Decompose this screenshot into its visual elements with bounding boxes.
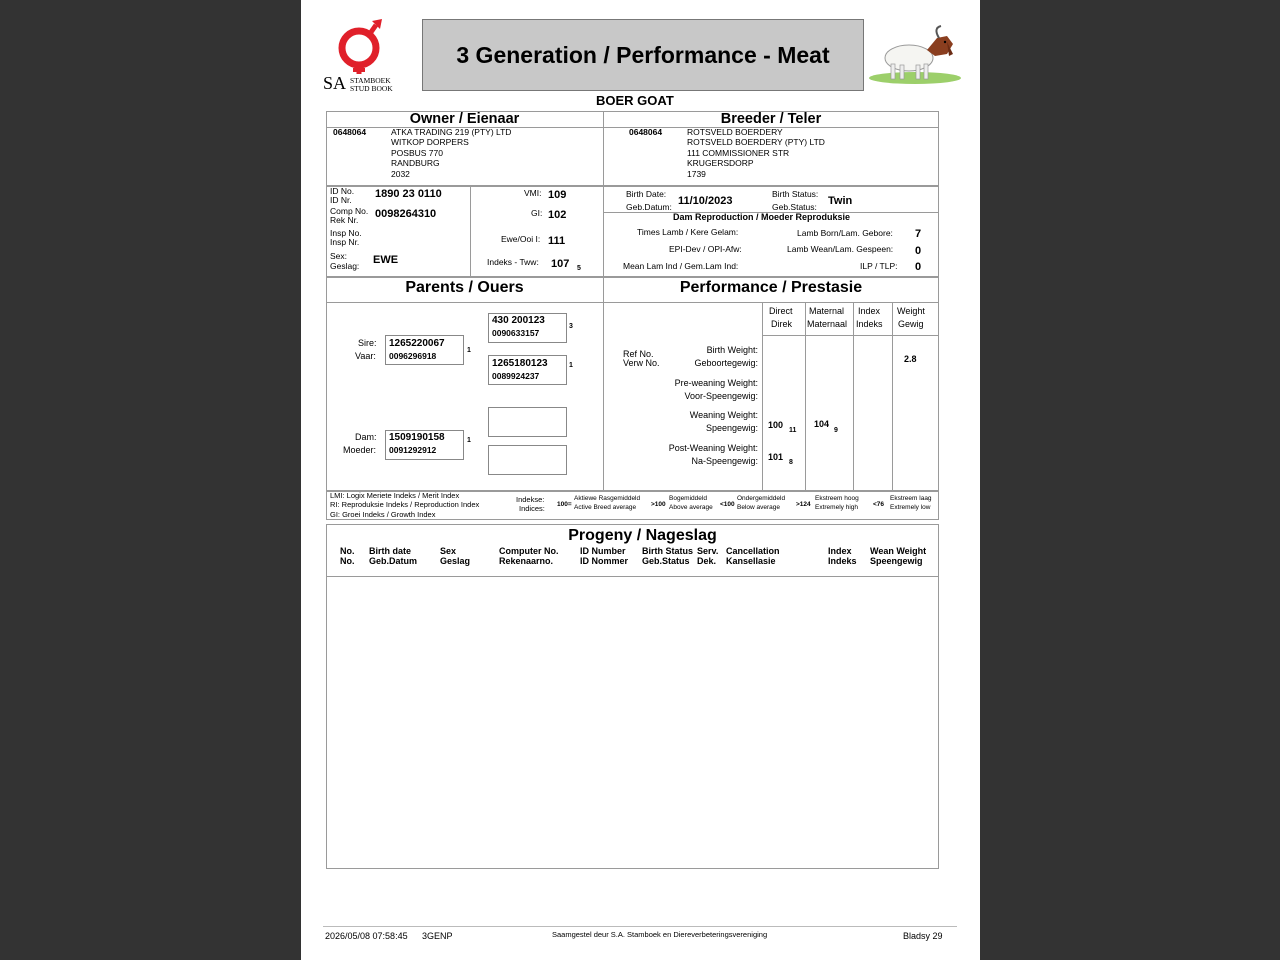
breeder-line-1: ROTSVELD BOERDERY (687, 127, 783, 137)
footer-page-number: Bladsy 29 (903, 931, 943, 941)
legend-key-3: <100 (720, 501, 735, 508)
legend-ri: RI: Reproduksie Indeks / Reproduction Index (330, 500, 480, 509)
progeny-col-cancel-1: Cancellation (726, 546, 780, 556)
footer-report-code: 3GENP (422, 931, 453, 941)
prewean-label-2: Voor-Speengewig: (684, 391, 758, 401)
legend-key-1-af: Aktiewe Rasgemiddeld (574, 495, 641, 502)
dam-repro-heading: Dam Reproduction / Moeder Reproduksie (673, 212, 851, 222)
progeny-col-birthdate-2: Geb.Datum (369, 556, 418, 566)
id-value: 1890 23 0110 (375, 188, 442, 200)
report-title-banner (422, 19, 864, 91)
dam-comp: 0091292912 (389, 445, 437, 455)
progeny-col-comp-1: Computer No. (499, 546, 559, 556)
wean-label-2: Speengewig: (705, 423, 758, 433)
wean-direct-sub: 11 (789, 427, 797, 434)
breeder-line-4: KRUGERSDORP (687, 158, 754, 168)
owner-line-5: 2032 (391, 169, 410, 179)
progeny-heading: Progeny / Nageslag (568, 527, 717, 544)
legend-key-5: <76 (873, 501, 885, 508)
owner-line-3: POSBUS 770 (391, 148, 443, 158)
sire-sire-id: 430 200123 (492, 315, 545, 326)
progeny-col-status-1: Birth Status (642, 546, 694, 556)
sex-value: EWE (373, 254, 399, 266)
dam-sire-id-box (488, 407, 567, 437)
birth-weight-value: 2.8 (904, 354, 917, 364)
progeny-col-comp-2: Rekenaarno. (499, 556, 554, 566)
ilp-label: ILP / TLP: (860, 261, 898, 271)
sire-count: 1 (467, 347, 471, 354)
parents-heading: Parents / Ouers (405, 279, 524, 296)
dam-dam-id-box (488, 445, 567, 475)
lamb-wean-label: Lamb Wean/Lam. Gespeen: (787, 244, 894, 254)
insp-label-1: Insp No. (330, 228, 362, 238)
sire-sire-count: 3 (569, 323, 573, 330)
birth-weight-label-2: Geboortegewig: (694, 358, 758, 368)
birth-date-label-1: Birth Date: (626, 189, 667, 199)
sex-label-1: Sex: (330, 251, 348, 261)
birth-weight-label-1: Birth Weight: (706, 345, 758, 355)
col-direct-1: Direct (769, 306, 793, 316)
dam-label-1: Dam: (355, 432, 377, 442)
sire-id: 1265220067 (389, 338, 445, 349)
owner-line-2: WITKOP DORPERS (391, 137, 469, 147)
col-index-1: Index (858, 306, 881, 316)
dam-label-2: Moeder: (343, 445, 377, 455)
breeder-line-2: ROTSVELD BOERDERY (PTY) LTD (687, 137, 825, 147)
owner-line-4: RANDBURG (391, 158, 440, 168)
birth-date-label-2: Geb.Datum: (626, 202, 672, 212)
postwean-direct-sub: 8 (789, 459, 793, 466)
sire-dam-id: 1265180123 (492, 358, 548, 369)
birth-date-value: 11/10/2023 (678, 195, 733, 207)
legend-lmi: LMI: Logix Meriete Indeks / Merit Index (330, 491, 460, 500)
postwean-direct-value: 101 (768, 452, 784, 462)
document-page (301, 0, 980, 960)
legend-key-2: >100 (651, 501, 666, 508)
progeny-col-birthdate-1: Birth date (369, 546, 412, 556)
logo-symbol-icon (321, 16, 401, 76)
lamb-born-label: Lamb Born/Lam. Gebore: (797, 228, 893, 238)
boer-goat-illustration (867, 20, 963, 86)
footer-compiled-by: Saamgestel deur S.A. Stamboek en Diereverbeteringsvereniging (552, 930, 768, 939)
ewe-value: 111 (548, 235, 566, 247)
ilp-value: 0 (915, 261, 922, 273)
owner-heading: Owner / Eienaar (409, 111, 520, 127)
breed-label: BOER GOAT (596, 93, 674, 108)
progeny-col-id-1: ID Number (580, 546, 626, 556)
progeny-col-sex-2: Geslag (440, 556, 471, 566)
birth-status-value: Twin (828, 195, 853, 207)
breeder-line-5: 1739 (687, 169, 706, 179)
dam-count: 1 (467, 437, 471, 444)
wean-label-1: Weaning Weight: (689, 410, 758, 420)
sire-sire-comp: 0090633157 (492, 328, 540, 338)
legend-indices: Indices: (519, 504, 545, 513)
progeny-col-serv-2: Dek. (697, 556, 717, 566)
legend-key-5-en: Extremely low (890, 504, 931, 511)
progeny-col-no-1: No. (340, 546, 355, 556)
sire-label-2: Vaar: (355, 351, 376, 361)
sire-dam-comp: 0089924237 (492, 371, 540, 381)
times-lamb-label: Times Lamb / Kere Gelam: (637, 227, 739, 237)
dam-id: 1509190158 (389, 432, 445, 443)
footer-timestamp: 2026/05/08 07:58:45 (325, 931, 408, 941)
col-direct-2: Direk (771, 319, 793, 329)
owner-number: 0648064 (333, 127, 367, 137)
vmi-label: VMI: (524, 188, 542, 198)
legend-key-4: >124 (796, 501, 811, 508)
progeny-col-status-2: Geb.Status (642, 556, 690, 566)
sire-comp: 0096296918 (389, 351, 437, 361)
breeder-heading: Breeder / Teler (720, 111, 822, 127)
breeder-line-3: 111 COMMISSIONER STR (687, 148, 790, 158)
sex-label-2: Geslag: (330, 261, 360, 271)
sa-studbook-logo (321, 16, 401, 94)
birth-status-label-1: Birth Status: (772, 189, 819, 199)
goat-icon (867, 20, 963, 86)
col-weight-2: Gewig (898, 319, 924, 329)
legend-key-1: 100= (557, 501, 572, 508)
logo-studbook-text: STUD BOOK (350, 84, 393, 93)
progeny-col-sex-1: Sex (440, 546, 457, 556)
insp-label-2: Insp Nr. (330, 237, 360, 247)
indeks-sub: 5 (577, 265, 581, 272)
progeny-col-no-2: No. (340, 556, 355, 566)
col-weight-1: Weight (897, 306, 925, 316)
lamb-born-value: 7 (915, 228, 922, 240)
ewe-label: Ewe/Ooi I: (501, 234, 541, 244)
mean-lam-label: Mean Lam Ind / Gem.Lam Ind: (623, 261, 739, 271)
legend-key-4-af: Ekstreem hoog (815, 495, 859, 502)
ref-label-1: Ref No. (623, 349, 654, 359)
epi-label: EPI-Dev / OPI-Afw: (669, 244, 742, 254)
col-index-2: Indeks (856, 319, 883, 329)
prewean-label-1: Pre-weaning Weight: (674, 378, 758, 388)
postwean-label-2: Na-Speengewig: (691, 456, 758, 466)
col-maternal-2: Maternaal (807, 319, 848, 329)
wean-maternal-value: 104 (814, 419, 830, 429)
indeks-value: 107 (551, 258, 570, 270)
legend-key-4-en: Extremely high (815, 504, 858, 511)
comp-value: 0098264310 (375, 208, 437, 220)
id-label-2: ID Nr. (330, 195, 352, 205)
postwean-label-1: Post-Weaning Weight: (668, 443, 758, 453)
col-maternal-1: Maternal (809, 306, 845, 316)
legend-key-3-af: Ondergemiddeld (737, 495, 786, 502)
sire-label-1: Sire: (358, 338, 377, 348)
progeny-col-index-1: Index (828, 546, 852, 556)
birth-status-label-2: Geb.Status: (772, 202, 817, 212)
gi-value: 102 (548, 209, 567, 221)
legend-key-1-en: Active Breed average (574, 504, 637, 511)
progeny-col-wean-2: Speengewig (870, 556, 923, 566)
indeks-label: Indeks - Tww: (487, 257, 539, 267)
legend-key-3-en: Below average (737, 504, 780, 511)
lamb-wean-value: 0 (915, 245, 922, 257)
legend-gi: GI: Groei Indeks / Growth Index (330, 510, 436, 519)
logo-sa-text: SA (323, 73, 347, 93)
progeny-col-serv-1: Serv. (697, 546, 719, 556)
legend-key-2-af: Bogemiddeld (669, 495, 707, 502)
legend-indekse: Indekse: (516, 495, 545, 504)
progeny-col-index-2: Indeks (828, 556, 857, 566)
sire-dam-count: 1 (569, 362, 573, 369)
performance-heading: Performance / Prestasie (679, 279, 863, 296)
ref-label-2: Verw No. (623, 358, 660, 368)
owner-line-1: ATKA TRADING 219 (PTY) LTD (391, 127, 512, 137)
comp-label-1: Comp No. (330, 206, 369, 216)
comp-label-2: Rek Nr. (330, 215, 359, 225)
wean-maternal-sub: 9 (834, 427, 838, 434)
report-title: 3 Generation / Performance - Meat (456, 41, 830, 68)
gi-label: GI: (531, 208, 543, 218)
legend-key-5-af: Ekstreem laag (890, 495, 932, 502)
progeny-col-id-2: ID Nommer (580, 556, 629, 566)
logo-stamboek-text: STAMBOEK (350, 76, 391, 85)
legend-key-2-en: Above average (669, 504, 713, 511)
progeny-col-cancel-2: Kansellasie (726, 556, 776, 566)
breeder-number: 0648064 (629, 127, 663, 137)
progeny-col-wean-1: Wean Weight (870, 546, 927, 556)
id-label-1: ID No. (330, 186, 355, 196)
vmi-value: 109 (548, 189, 567, 201)
wean-direct-value: 100 (768, 420, 784, 430)
